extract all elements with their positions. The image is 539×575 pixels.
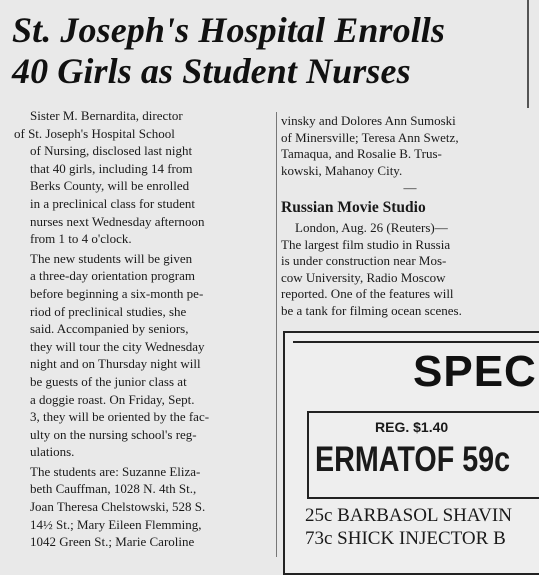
article-column-2 — [281, 113, 539, 320]
text-line: The largest film studio in Russia — [281, 236, 451, 252]
text-line: nurses next Wednesday afternoon — [30, 213, 205, 229]
advertisement — [283, 331, 539, 575]
news-brief — [281, 220, 539, 320]
paragraph-1 — [14, 107, 276, 248]
text-line: night and on Thursday night will — [30, 356, 201, 372]
text-line: of Minersville; Teresa Ann Swetz, — [281, 129, 459, 145]
text-line: said. Accompanied by seniors, — [30, 321, 189, 337]
text-line: 14½ St.; Mary Eileen Flemming, — [30, 516, 202, 532]
text-line: vinsky and Dolores Ann Sumoski — [281, 113, 456, 128]
text-line: London, Aug. 26 (Reuters)— — [295, 219, 448, 235]
text-line: Joan Theresa Chelstowski, 528 S. — [30, 499, 206, 515]
text-line: in a preclinical class for student — [30, 195, 195, 211]
headline-line-2: 40 Girls as Student Nurses — [12, 51, 411, 91]
ad-border — [293, 341, 539, 343]
ad-item-line: 25c BARBASOL SHAVIN — [305, 505, 512, 526]
text-line: be guests of the junior class at — [30, 373, 187, 389]
text-line: ulations. — [30, 444, 75, 460]
text-line: kowski, Mahanoy City. — [281, 162, 403, 178]
regular-price: REG. $1.40 — [375, 419, 449, 435]
text-line: is under construction near Mos- — [281, 253, 447, 269]
section-dash: — — [403, 180, 417, 196]
paragraph-2 — [14, 250, 276, 461]
text-line: a three-day orientation program — [30, 268, 195, 284]
text-line: 1042 Green St.; Marie Caroline — [30, 534, 195, 550]
text-line: ulty on the nursing school's reg- — [30, 426, 197, 442]
text-line: beth Cauffman, 1028 N. 4th St., — [30, 481, 197, 497]
text-line: of Nursing, disclosed last night — [30, 143, 193, 159]
text-line: Berks County, will be enrolled — [30, 178, 190, 194]
column-divider-top — [527, 0, 529, 108]
text-line: The new students will be given — [30, 250, 193, 266]
text-line: of St. Joseph's Hospital School — [14, 125, 175, 141]
subheadline: Russian Movie Studio — [281, 198, 426, 216]
headline — [12, 10, 532, 92]
text-line: riod of preclinical studies, she — [30, 303, 187, 319]
column-divider — [276, 112, 277, 557]
text-line: The students are: Suzanne Eliza- — [30, 463, 201, 479]
ad-price-box — [307, 411, 539, 499]
text-line: from 1 to 4 o'clock. — [30, 231, 132, 247]
text-line: reported. One of the features will — [281, 286, 454, 302]
paragraph-3 — [14, 463, 276, 551]
text-line: 3, they will be oriented by the fac- — [30, 409, 210, 425]
text-line: they will tour the city Wednesday — [30, 338, 205, 354]
text-line: a doggie roast. On Friday, Sept. — [30, 391, 195, 407]
text-line: cow University, Radio Moscow — [281, 269, 446, 285]
ad-item-line: 73c SHICK INJECTOR B — [305, 528, 506, 549]
text-line: Sister M. Bernardita, director — [30, 108, 183, 123]
ad-title: SPEC — [413, 347, 537, 396]
text-line: that 40 girls, including 14 from — [30, 160, 193, 176]
article-column-1 — [14, 107, 276, 553]
headline-line-1: St. Joseph's Hospital Enrolls — [12, 10, 446, 50]
text-line: Tamaqua, and Rosalie B. Trus- — [281, 146, 442, 162]
text-line: before beginning a six-month pe- — [30, 285, 204, 301]
product-price: ERMATOF 59c — [315, 440, 511, 479]
text-line: be a tank for filming ocean scenes. — [281, 302, 462, 318]
